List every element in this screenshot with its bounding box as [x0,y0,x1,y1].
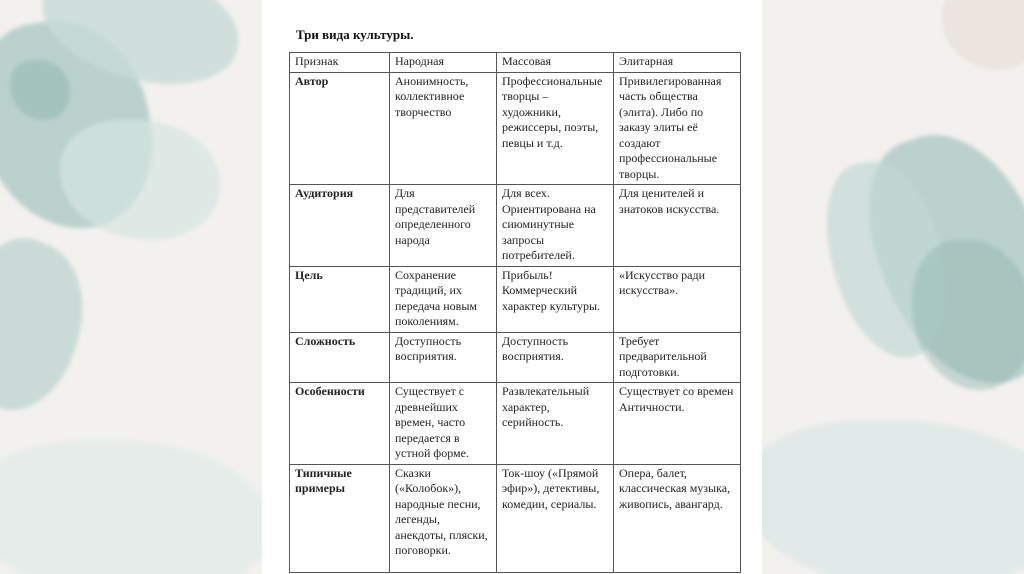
cell-mass: Доступность восприятия. [497,332,614,383]
header-elite: Элитарная [614,53,741,73]
cell-folk: Доступность восприятия. [390,332,497,383]
table-row [290,332,741,383]
document-title: Три вида культуры. [296,27,414,42]
right-watercolor-decoration [762,0,1024,574]
cell-mass: Прибыль! Коммерческий характер культуры. [497,266,614,332]
table-row [290,383,741,465]
row-feature: Сложность [290,332,390,383]
row-feature: Аудитория [290,185,390,267]
row-feature: Особенности [290,383,390,465]
cell-elite: Для ценителей и знатоков искусства. [614,185,741,267]
cell-elite: Привилегированная часть общества (элита). Либо по заказу элиты её создают профессиональные творцы. [614,72,741,185]
cell-mass: Ток-шоу («Прямой эфир»), детективы, комедии, сериалы. [497,464,614,572]
cell-folk: Анонимность, коллективное творчество [390,72,497,185]
cell-elite: Опера, балет, классическая музыка, живопись, авангард. [614,464,741,572]
cell-mass: Профессиональные творцы – художники, режиссеры, поэты, певцы и т.д. [497,72,614,185]
culture-types-table [289,52,741,573]
table-row [290,185,741,267]
cell-mass: Развлекательный характер, серийность. [497,383,614,465]
table-row [290,266,741,332]
table-row [290,72,741,185]
cell-folk: Существует с древнейших времен, часто передается в устной форме. [390,383,497,465]
header-feature: Признак [290,53,390,73]
cell-folk: Для представителей определенного народа [390,185,497,267]
cell-elite: «Искусство ради искусства». [614,266,741,332]
cell-elite: Требует предварительной подготовки. [614,332,741,383]
cell-folk: Сказки («Колобок»), народные песни, легенды, анекдоты, пляски, поговорки. [390,464,497,572]
table-header-row [290,53,741,73]
document-page [262,0,762,574]
cell-mass: Для всех. Ориентирована на сиюминутные запросы потребителей. [497,185,614,267]
header-mass: Массовая [497,53,614,73]
left-watercolor-decoration [0,0,262,574]
cell-folk: Сохранение традиций, их передача новым поколениям. [390,266,497,332]
row-feature: Цель [290,266,390,332]
header-folk: Народная [390,53,497,73]
row-feature: Автор [290,72,390,185]
cell-elite: Существует со времен Античности. [614,383,741,465]
row-feature: Типичные примеры [290,464,390,572]
table-row [290,464,741,572]
